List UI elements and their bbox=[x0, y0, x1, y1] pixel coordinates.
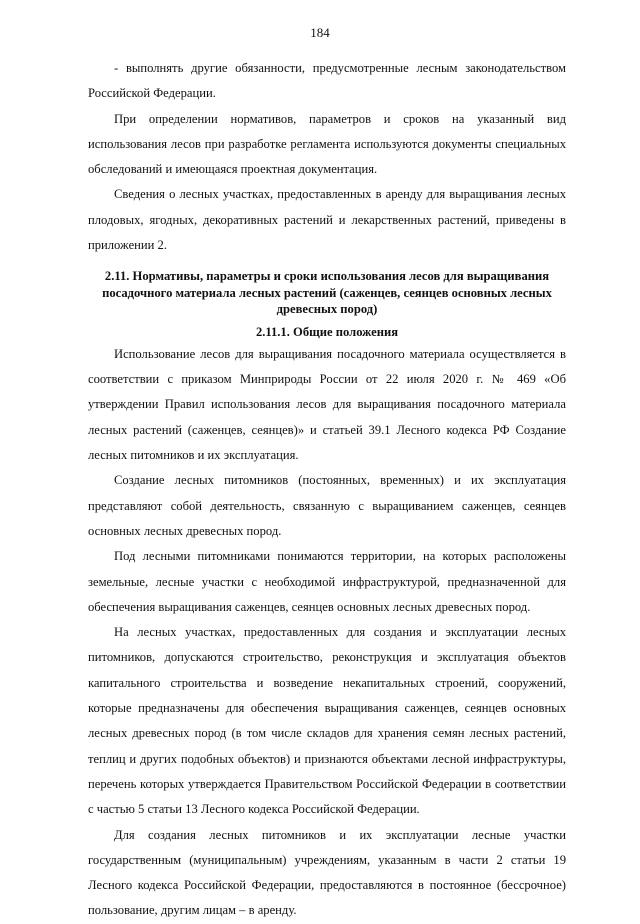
paragraph: Сведения о лесных участках, предоставленных в аренду для выращивания лесных плодовых, ягодных, декоративных растений и лекарственных растений, приведены в приложении 2. bbox=[88, 187, 566, 253]
paragraph: На лесных участках, предоставленных для создания и эксплуатации лесных питомников, допускаются строительство, реконструкция и эксплуатация объектов капитального строительства и возведение некапитальных строений, сооружений, которые предназначены для обеспечения выращивания саженцев, сеянцев основных лесных древесных пород (в том числе складов для хранения семян лесных растений, теплиц и других подобных объектов) и признаются объектами лесной инфраструктуры, перечень которых утверждается Правительством Российской Федерации в соответствии с частью 5 статьи 13 Лесного кодекса Российской Федерации. bbox=[88, 625, 566, 817]
page-number: 184 bbox=[310, 25, 330, 40]
page-content bbox=[88, 56, 566, 924]
subsection-heading: 2.11.1. Общие положения bbox=[255, 324, 399, 339]
section-heading: 2.11. Нормативы, параметры и сроки использования лесов для выращивания посадочного материала лесных растений (саженцев, сеянцев основных лесных древесных пород) bbox=[102, 269, 552, 317]
paragraph: Под лесными питомниками понимаются территории, на которых расположены земельные, лесные участки с необходимой инфраструктурой, предназначенной для обеспечения выращивания саженцев, сеянцев основных лесных древесных пород. bbox=[88, 549, 566, 614]
paragraph: При определении нормативов, параметров и сроков на указанный вид использования лесов при разработке регламента используются документы специальных обследований и имеющаяся проектная документация. bbox=[88, 111, 566, 177]
paragraph: Для создания лесных питомников и их эксплуатации лесные участки государственным (муниципальным) учреждениям, указанным в части 2 статьи 19 Лесного кодекса Российской Федерации, предоставляются в постоянное (бессрочное) пользование, другим лицам – в аренду. bbox=[88, 827, 566, 918]
paragraph: - выполнять другие обязанности, предусмотренные лесным законодательством Российской Федерации. bbox=[88, 61, 566, 101]
paragraph: Создание лесных питомников (постоянных, временных) и их эксплуатация представляют собой деятельность, связанную с выращиванием саженцев, сеянцев основных лесных древесных пород. bbox=[88, 473, 566, 538]
paragraph: Использование лесов для выращивания посадочного материала осуществляется в соответствии с приказом Минприроды России от 22 июля 2020 г. № 469 «Об утверждении Правил использования лесов для выращивания посадочного материала лесных растений (саженцев, сеянцев)» и статьей 39.1 Лесного кодекса РФ Создание лесных питомников и их эксплуатация. bbox=[88, 346, 566, 463]
